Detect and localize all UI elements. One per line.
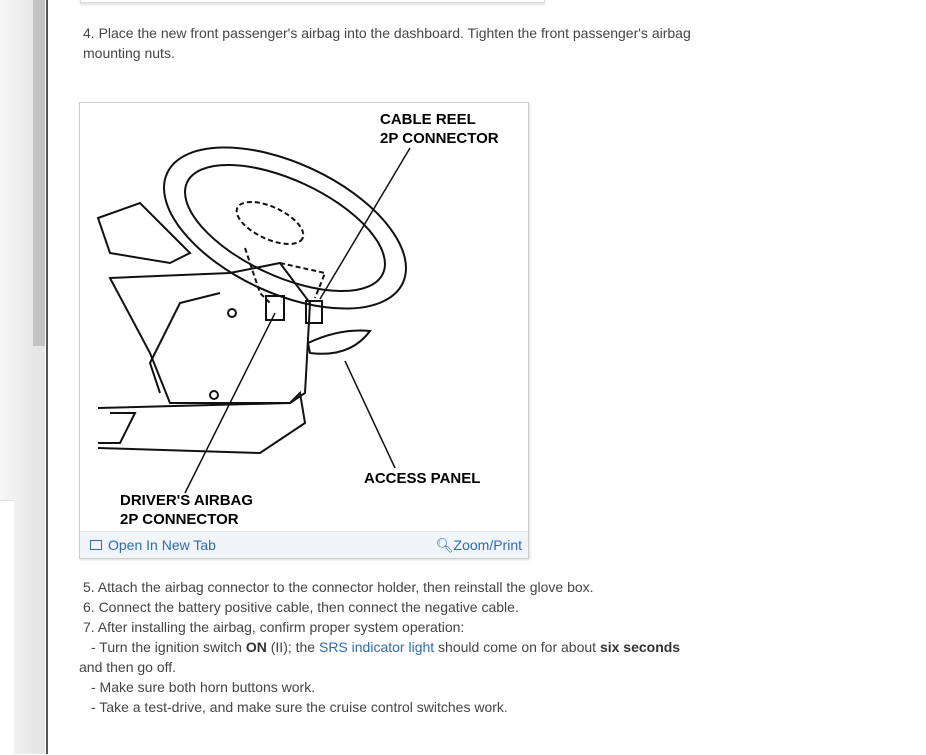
srs-indicator-link[interactable]: SRS indicator light [318, 639, 435, 655]
steering-wheel-diagram [80, 103, 528, 531]
step-6: 6. Connect the battery positive cable, then connect the negative cable. [83, 599, 519, 615]
zoom-in-icon: 🔍︎ [435, 537, 454, 553]
substep-ignition: - Turn the ignition switch ON (II); the SRS indicator light should come on for about six seconds and then go off. [79, 639, 681, 675]
new-tab-icon [90, 540, 102, 550]
step-5: 5. Attach the airbag connector to the connector holder, then reinstall the glove box. [83, 579, 594, 595]
pane-divider[interactable] [46, 0, 48, 754]
substep-horn: - Make sure both horn buttons work. [91, 679, 316, 695]
scrollbar-thumb[interactable] [33, 0, 45, 346]
step-4: 4. Place the new front passenger's airbag into the dashboard. Tighten the front passenger's airbag mounting nuts. [83, 25, 691, 61]
access-panel-label: ACCESS PANEL [364, 470, 481, 487]
figure-toolbar [80, 531, 528, 558]
figure [79, 102, 529, 559]
driver-airbag-label: DRIVER'S AIRBAG 2P CONNECTOR [120, 492, 254, 528]
cable-reel-label: CABLE REEL 2P CONNECTOR [380, 111, 499, 147]
step-list [79, 577, 723, 637]
previous-figure [80, 0, 545, 3]
substep-test-drive: - Take a test-drive, and make sure the cruise control switches work. [91, 699, 508, 715]
zoom-print-link[interactable]: 🔍︎Zoom/Print [435, 537, 522, 553]
open-new-tab-link[interactable]: Open In New Tab [90, 537, 216, 553]
step-7: 7. After installing the airbag, confirm proper system operation: [83, 619, 465, 635]
left-panel [0, 500, 14, 755]
